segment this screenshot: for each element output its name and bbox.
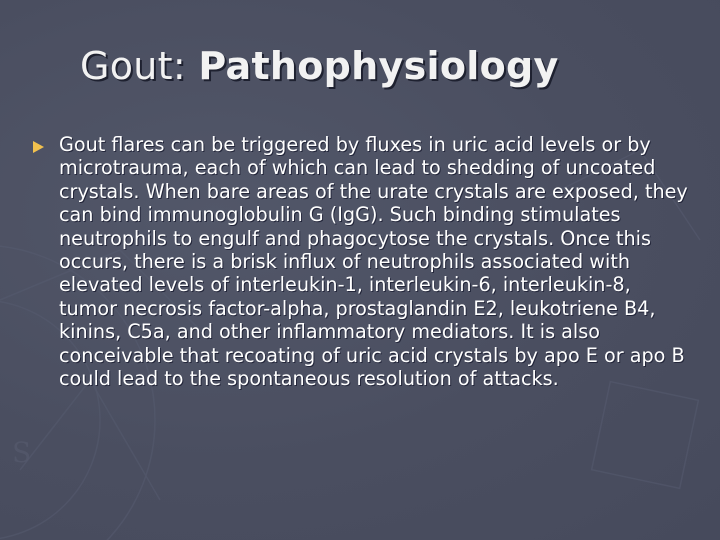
slide-title bbox=[80, 44, 559, 88]
triangle-bullet-icon bbox=[33, 141, 44, 153]
title-prefix: Gout: bbox=[80, 44, 199, 88]
title-emphasis: Pathophysiology bbox=[198, 44, 559, 88]
svg-text:S: S bbox=[12, 436, 32, 469]
bullet-text: Gout flares can be triggered by fluxes in uric acid levels or by microtrauma, each of which can lead to shedding of uncoated crystals. When bare areas of the urate crystals are exposed, they can bind immunoglobulin G (IgG). Such binding stimulates neutrophils to engulf and phagocytose the crystals. Once this occurs, there is a brisk influx of neutrophils associated with elevated levels of interleukin-1, interleukin-6, interleukin-8, tumor necrosis factor-alpha, prostaglandin E2, leukotriene B4, kinins, C5a, and other inflammatory mediators. It is also conceivable that recoating of uric acid crystals by apo E or apo B could lead to the spontaneous resolution of attacks. bbox=[59, 133, 688, 391]
